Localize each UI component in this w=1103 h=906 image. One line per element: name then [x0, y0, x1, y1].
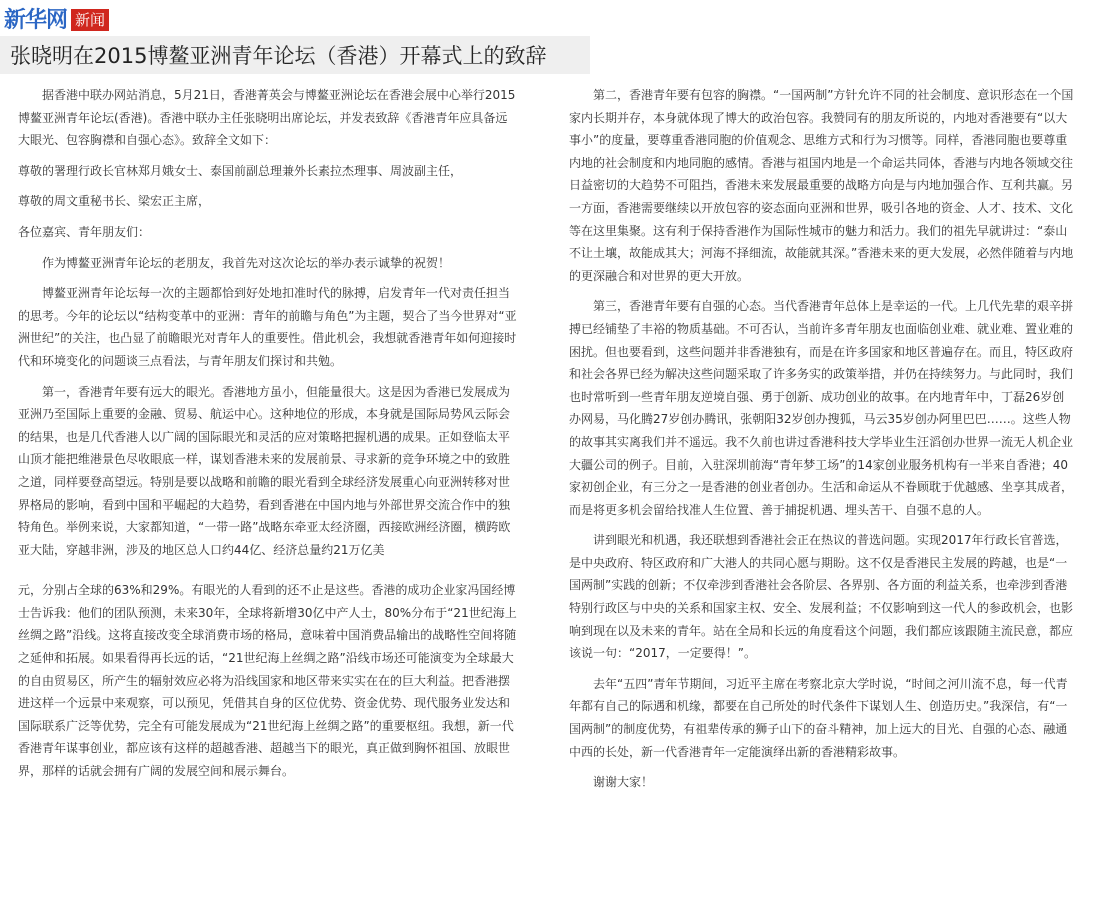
- article-title: 张晓明在2015博鳌亚洲青年论坛（香港）开幕式上的致辞: [10, 44, 547, 68]
- paragraph: 博鳌亚洲青年论坛每一次的主题都恰到好处地扣准时代的脉搏，启发青年一代对责任担当的思考。今年的论坛以“结构变革中的亚洲：青年的前瞻与角色”为主题，契合了当今世界对“亚洲世纪”的关注，也凸显了前瞻眼光对青年人的重要性。借此机会，我想就香港青年如何迎接时代和环境变化的问题谈三点看法，与青年朋友们探讨和共勉。: [18, 286, 517, 368]
- article-column-left: [18, 84, 517, 791]
- paragraph: 据香港中联办网站消息，5月21日，香港菁英会与博鳌亚洲论坛在香港会展中心举行2015博鳌亚洲青年论坛(香港)。香港中联办主任张晓明出席论坛，并发表致辞《香港青年应具备远大眼光、包容胸襟和自强心态》。致辞全文如下：: [18, 88, 516, 148]
- paragraph: 元，分别占全球的63%和29%。有眼光的人看到的还不止是这些。香港的成功企业家冯国经博士告诉我：他们的团队预测，未来30年，全球将新增30亿中产人士，80%分布于“21世纪海上丝绸之路”沿线。这将直接改变全球消费市场的格局，意味着中国消费品输出的战略性空间将随之延伸和拓展。如果看得再长远的话，“21世纪海上丝绸之路”沿线市场还可能演变为全球最大的自由贸易区，所产生的辐射效应必将为沿线国家和地区带来实实在在的巨大利益。把香港摆进这样一个远景中来观察，可以预见，凭借其自身的区位优势、资金优势、现代服务业发达和国际联系广泛等优势，完全有可能发展成为“21世纪海上丝绸之路”的重要枢纽。我想，新一代香港青年谋事创业，都应该有这样的超越香港、超越当下的眼光，真正做到胸怀祖国、放眼世界，那样的话就会拥有广阔的发展空间和展示舞台。: [18, 583, 517, 779]
- paragraph: 去年“五四”青年节期间，习近平主席在考察北京大学时说，“时间之河川流不息，每一代青年都有自己的际遇和机缘，都要在自己所处的时代条件下谋划人生、创造历史。”我深信，有“一国两制”的制度优势，有祖辈传承的狮子山下的奋斗精神，加上远大的目光、自强的心态、融通中西的长处，新一代香港青年一定能演绎出新的香港精彩故事。: [569, 676, 1068, 759]
- paragraph: 尊敬的周文重秘书长、梁宏正主席，: [18, 194, 211, 209]
- logo-text: 新华网: [4, 7, 68, 33]
- paragraph: 第三，香港青年要有自强的心态。当代香港青年总体上是幸运的一代。上几代先辈的艰辛拼搏已经铺垫了丰裕的物质基础。不可否认，当前许多青年朋友也面临创业难、就业难、置业难的困扰。但也要看到，这些问题并非香港独有，而是在许多国家和地区普遍存在。而且，特区政府和社会各界已经为解决这些问题采取了许多务实的政策举措，并仍在持续努力。与此同时，我们也时常听到一些青年朋友逆境自强、勇于创新、成功创业的故事。在内地青年中，丁磊26岁创办网易，马化腾27岁创办腾讯，张朝阳32岁创办搜狐，马云35岁创办阿里巴巴……。这些人物的故事其实离我们并不遥远。我不久前也讲过香港科技大学毕业生汪滔创办世界一流无人机企业大疆公司的例子。目前，入驻深圳前海“青年梦工场”的14家创业服务机构有一半来自香港；40家初创企业，有三分之一是香港的创业者创办。生活和命运从不眷顾耽于优越感、坐享其成者，而是将更多机会留给找准人生位置、善于捕捉机遇、埋头苦干、自强不息的人。: [569, 299, 1074, 517]
- paragraph: 谢谢大家！: [593, 775, 654, 790]
- article-column-right: [569, 84, 1075, 802]
- paragraph: 各位嘉宾、青年朋友们：: [18, 224, 151, 239]
- paragraph: 第一，香港青年要有远大的眼光。香港地方虽小，但能量很大。这是因为香港已发展成为亚洲乃至国际上重要的金融、贸易、航运中心。这种地位的形成，本身就是国际局势风云际会的结果，也是几代香港人以广阔的国际眼光和灵活的应对策略把握机遇的成果。正如登临太平山顶才能把维港景色尽收眼底一样，谋划香港未来的发展前景、寻求新的竞争环境之中的致胜之道，同样要登高望远。特别是要以战略和前瞻的眼光看到全球经济发展重心向亚洲转移对世界格局的影响，看到中国和平崛起的大趋势，看到香港在中国内地与外部世界交流合作中的独特角色。举例来说，大家都知道，“一带一路”战略东牵亚太经济圈，西接欧洲经济圈，横跨欧亚大陆，穿越非洲，涉及的地区总人口约44亿、经济总量约21万亿美: [18, 384, 511, 557]
- paragraph: 作为博鳌亚洲青年论坛的老朋友，我首先对这次论坛的举办表示诚挚的祝贺！: [42, 255, 451, 270]
- paragraph: 第二，香港青年要有包容的胸襟。“一国两制”方针允许不同的社会制度、意识形态在一个国家内长期并存，本身就体现了博大的政治包容。我赞同有的朋友所说的，内地对香港要有“以大事小”的度量，要尊重香港同胞的价值观念、思维方式和行为习惯等。同样，香港同胞也要尊重内地的社会制度和内地同胞的感情。香港与祖国内地是一个命运共同体，香港与内地各领域交往日益密切的大趋势不可阻挡，香港未来发展最重要的战略方向是与内地加强合作、互利共赢。另一方面，香港需要继续以开放包容的姿态面向亚洲和世界，吸引各地的资金、人才、技术、文化等在这里集聚。这有利于保持香港作为国际性城市的魅力和活力。我们的祖先早就讲过：“泰山不让土壤，故能成其大；河海不择细流，故能就其深。”香港未来的更大发展，必然伴随着与内地的更深融合和对世界的更大开放。: [569, 88, 1074, 283]
- paragraph: 尊敬的署理行政长官林郑月娥女士、泰国前副总理兼外长素拉杰理事、周波副主任，: [18, 163, 463, 178]
- news-badge[interactable]: 新闻: [71, 9, 109, 31]
- paragraph: 讲到眼光和机遇，我还联想到香港社会正在热议的普选问题。实现2017年行政长官普选，是中央政府、特区政府和广大港人的共同心愿与期盼。这不仅是香港民主发展的跨越，也是“一国两制”实践的创新；不仅牵涉到香港社会各阶层、各界别、各方面的利益关系，也牵涉到香港特别行政区与中央的关系和国家主权、安全、发展利益；不仅影响到这一代人的参政机会，也影响到现在以及未来的青年。站在全局和长远的角度看这个问题，我们都应该跟随主流民意，都应该说一句：“2017，一定要得！”。: [569, 533, 1074, 661]
- site-logo[interactable]: [4, 4, 109, 36]
